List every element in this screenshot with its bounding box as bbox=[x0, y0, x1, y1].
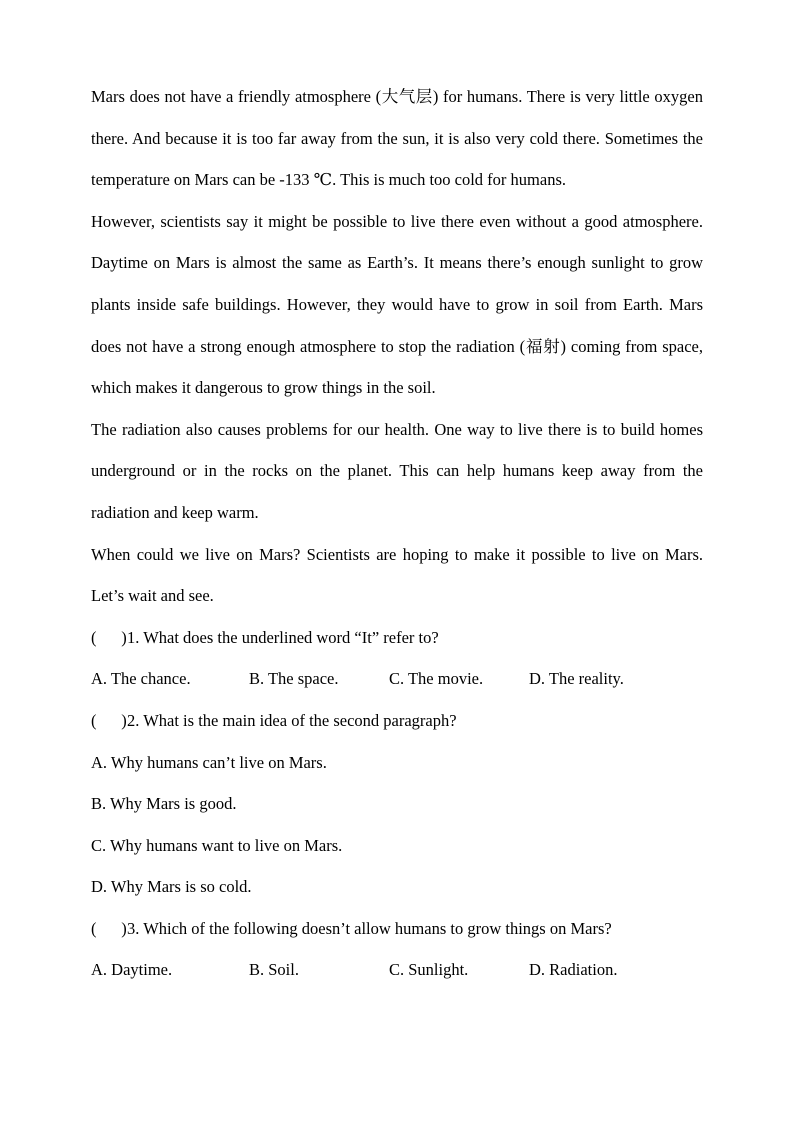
question-3-option-d[interactable]: D. Radiation. bbox=[529, 960, 618, 980]
passage-paragraph-4: When could we live on Mars? Scientists are hoping to make it possible to live on Mars. Let’s wait and see. bbox=[91, 544, 703, 606]
passage-paragraph-1: Mars does not have a friendly atmosphere (大气层) for humans. There is very little oxygen there. And because it is too far away from the sun, it is also very cold there. Sometimes the temperature on Mars can be -133 ℃. This is much too cold for humans. bbox=[91, 87, 703, 190]
answer-blank-1[interactable]: ( ) bbox=[91, 627, 127, 647]
question-1-option-a[interactable]: A. The chance. bbox=[91, 669, 191, 689]
document-page bbox=[91, 76, 703, 991]
question-2-stem: 2. What is the main idea of the second paragraph? bbox=[127, 710, 457, 730]
question-3 bbox=[91, 908, 703, 950]
question-2-option-d[interactable]: D. Why Mars is so cold. bbox=[91, 877, 252, 897]
question-3-option-a[interactable]: A. Daytime. bbox=[91, 960, 173, 980]
answer-blank-3[interactable]: ( ) bbox=[91, 918, 127, 938]
question-1-stem: 1. What does the underlined word “It” refer to? bbox=[127, 627, 439, 647]
question-1-option-c[interactable]: C. The movie. bbox=[389, 669, 484, 689]
question-1-option-b[interactable]: B. The space. bbox=[249, 669, 339, 689]
question-2-option-a[interactable]: A. Why humans can’t live on Mars. bbox=[91, 752, 327, 772]
question-3-options bbox=[91, 949, 703, 991]
question-3-stem: 3. Which of the following doesn’t allow humans to grow things on Mars? bbox=[127, 918, 612, 938]
passage-paragraph-3: The radiation also causes problems for our health. One way to live there is to build homes underground or in the rocks on the planet. This can help humans keep away from the radiation and keep warm. bbox=[91, 419, 703, 522]
question-1-option-d[interactable]: D. The reality. bbox=[529, 669, 624, 689]
question-2-option-c[interactable]: C. Why humans want to live on Mars. bbox=[91, 835, 343, 855]
question-2 bbox=[91, 700, 703, 742]
question-1-options bbox=[91, 658, 703, 700]
question-2-option-b[interactable]: B. Why Mars is good. bbox=[91, 794, 237, 814]
question-3-option-b[interactable]: B. Soil. bbox=[249, 960, 299, 980]
answer-blank-2[interactable]: ( ) bbox=[91, 710, 127, 730]
question-3-option-c[interactable]: C. Sunlight. bbox=[389, 960, 469, 980]
question-1 bbox=[91, 617, 703, 659]
passage-paragraph-2: However, scientists say it might be possible to live there even without a good atmosphere. Daytime on Mars is almost the same as Earth’s. It means there’s enough sunlight to grow plants inside safe buildings. However, they would have to grow in soil from Earth. Mars does not have a strong enough atmosphere to stop the radiation (福射) coming from space, which makes it dangerous to grow things in the soil. bbox=[91, 211, 703, 398]
